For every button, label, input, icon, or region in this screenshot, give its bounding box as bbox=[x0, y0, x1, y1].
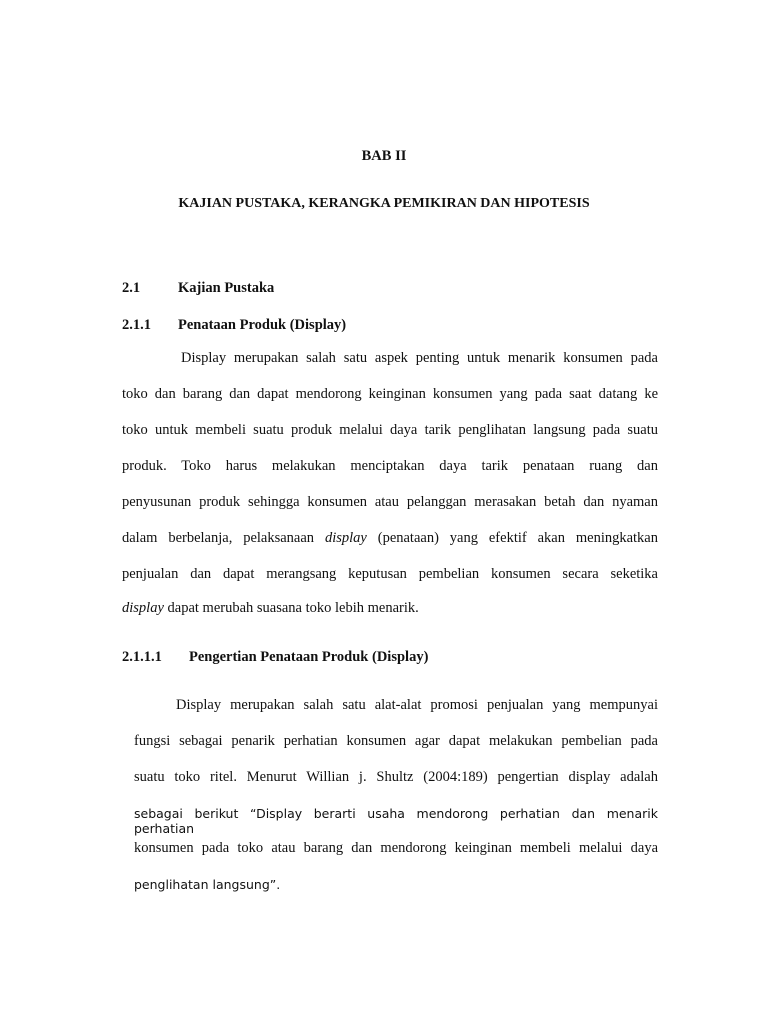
subsubsection-title: Pengertian Penataan Produk (Display) bbox=[189, 649, 429, 665]
chapter-title: KAJIAN PUSTAKA, KERANGKA PEMIKIRAN DAN HIPOTESIS bbox=[178, 196, 590, 211]
text-run: dalam berbelanja, pelaksanaan bbox=[122, 530, 315, 546]
subsection-title: Penataan Produk (Display) bbox=[178, 317, 347, 333]
paragraph-line bbox=[122, 530, 658, 550]
paragraph-line: fungsi sebagai penarik perhatian konsumen agar dapat melakukan pembelian pada bbox=[134, 733, 658, 749]
subsubsection-number: 2.1.1.1 bbox=[122, 649, 162, 665]
paragraph-line: penjualan dan dapat merangsang keputusan pembelian konsumen secara seketika bbox=[122, 566, 658, 582]
paragraph-line: toko dan barang dan dapat mendorong keinginan konsumen yang pada saat datang ke bbox=[122, 386, 658, 402]
paragraph-line: toko untuk membeli suatu produk melalui daya tarik penglihatan langsung pada suatu bbox=[122, 422, 658, 438]
text-run: (penataan) yang efektif akan meningkatkan bbox=[377, 530, 658, 546]
quote-line: penglihatan langsung”. bbox=[134, 877, 281, 892]
quote-line: sebagai berikut “Display berarti usaha mendorong perhatian dan menarik perhatian bbox=[134, 806, 658, 836]
italic-term: display bbox=[324, 530, 367, 546]
section-number: 2.1 bbox=[122, 280, 141, 296]
paragraph-line: suatu toko ritel. Menurut Willian j. Shultz (2004:189) pengertian display adalah bbox=[134, 769, 658, 785]
text-run: dapat merubah suasana toko lebih menarik. bbox=[167, 600, 419, 616]
section-title: Kajian Pustaka bbox=[178, 280, 275, 296]
subsection-number: 2.1.1 bbox=[122, 317, 151, 333]
paragraph-line: penyusunan produk sehingga konsumen atau pelanggan merasakan betah dan nyaman bbox=[122, 494, 658, 510]
italic-term: display bbox=[122, 600, 164, 616]
paragraph-line: Display merupakan salah satu alat-alat promosi penjualan yang mempunyai bbox=[176, 697, 658, 713]
paragraph-line: Display merupakan salah satu aspek penting untuk menarik konsumen pada bbox=[181, 350, 658, 366]
paragraph-line: produk. Toko harus melakukan menciptakan daya tarik penataan ruang dan bbox=[122, 458, 658, 474]
paragraph-line bbox=[122, 600, 419, 617]
paragraph-line: konsumen pada toko atau barang dan mendorong keinginan membeli melalui daya bbox=[134, 840, 658, 856]
chapter-label: BAB II bbox=[361, 148, 407, 164]
